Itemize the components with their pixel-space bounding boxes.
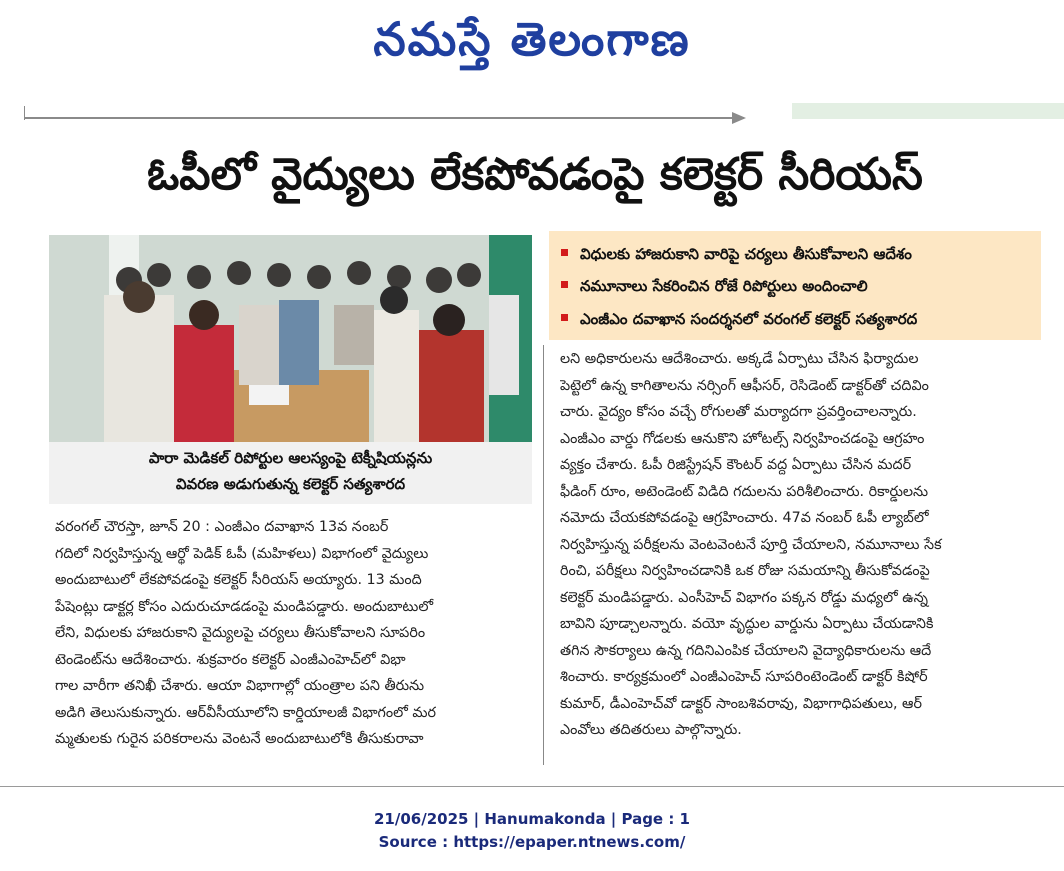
article-line: గాల వారీగా తనిఖీ చేశారు. ఆయా విభాగాల్లో యంత్రాల పని తీరును: [55, 678, 425, 694]
bullet-icon: [561, 314, 568, 321]
bullet-icon: [561, 249, 568, 256]
article-line: రించి, పరీక్షలు నిర్వహించడానికి ఒక రోజు సమయాన్ని తీసుకోవడంపై: [560, 563, 930, 579]
highlights-box: [549, 231, 1041, 340]
photo-caption-line: పారా మెడికల్ రిపోర్టుల ఆలస్యంపై టెక్నీషియన్లను: [148, 449, 433, 467]
photo-caption-line: వివరణ అడుగుతున్న కలెక్టర్ సత్యశారద: [175, 475, 406, 493]
article-body-left-column: [55, 514, 532, 753]
article-line: వ్యక్తం చేశారు. ఓపీ రిజిస్ట్రేషన్ కౌంటర్ వద్ద ఏర్పాటు చేసిన మదర్: [560, 457, 912, 473]
newspaper-masthead: నమస్తే తెలంగాణ: [373, 12, 691, 66]
news-photo: [49, 235, 532, 442]
article-line: కలెక్టర్ మండిపడ్డారు. ఎంసీహెచ్ విభాగం పక్కన రోడ్డు మధ్యలో ఉన్న: [560, 589, 928, 606]
article-line: టెండెంట్‌ను ఆదేశించారు. శుక్రవారం కలెక్టర్ ఎంజీఎంహెచ్‌లో విభా: [55, 651, 406, 668]
article-line: పెట్టెలో ఉన్న కాగితాలను నర్సింగ్ ఆఫీసర్, రెసిడెంట్ డాక్టర్‌తో చదివిం: [560, 377, 929, 394]
highlight-text: నమూనాలు సేకరించిన రోజే రిపోర్టులు అందించాలి: [580, 277, 868, 295]
article-line: లేని, విధులకు హాజరుకాని వైద్యులపై చర్యలు తీసుకోవాలని సూపరిం: [55, 625, 426, 641]
article-line: వరంగల్ చౌరస్తా, జూన్ 20 : ఎంజీఎం దవాఖాన 13వ నంబర్: [55, 519, 389, 535]
article-line: నిర్వహిస్తున్న పరీక్షలను వెంటవెంటనే పూర్తి చేయాలని, నమూనాలు సేక: [560, 536, 942, 553]
article-line: గదిలో నిర్వహిస్తున్న ఆర్థో పెడిక్ ఓపీ (మహిళలు) విభాగంలో వైద్యులు: [55, 545, 429, 562]
highlight-text: విధులకు హాజరుకాని వారిపై చర్యలు తీసుకోవాలని ఆదేశం: [580, 245, 912, 263]
bullet-icon: [561, 281, 568, 288]
article-line: ఎంజీఎం వార్డు గోడలకు ఆనుకొని హోటల్స్ నిర్వహించడంపై ఆగ్రహం: [560, 430, 925, 447]
article-line: మ్మతులకు గురైన పరికరాలను వెంటనే అందుబాటులోకి తీసుకురావా: [55, 731, 424, 747]
footer-divider: [0, 786, 1064, 787]
highlight-item: [561, 307, 917, 331]
article-line: కుమార్, డీఎంహెచ్‌వో డాక్టర్ సాంబశివరావు, విభాగాధిపతులు, ఆర్: [560, 695, 922, 712]
footer-source-link[interactable]: Source : https://epaper.ntnews.com/: [378, 833, 686, 851]
header-arrow-rule: [24, 104, 754, 134]
footer-date-edition: 21/06/2025 | Hanumakonda | Page : 1: [373, 810, 690, 828]
article-line: తగిన సౌకర్యాలు ఉన్న గదినిఎంపిక చేయాలని వైద్యాధికారులను ఆదే: [560, 642, 932, 659]
header-green-band: [792, 103, 1064, 119]
article-line: అడిగి తెలుసుకున్నారు. ఆర్‌వీసీయూలోని కార్డియాలజీ విభాగంలో మర: [55, 704, 436, 721]
article-line: ఎంవోలు తదితరులు పాల్గొన్నారు.: [560, 722, 742, 738]
photo-caption: [49, 442, 532, 504]
article-headline: ఓపీలో వైద్యులు లేకపోవడంపై కలెక్టర్ సీరియస్: [147, 149, 923, 200]
article-line: పేషెంట్లు డాక్టర్ల కోసం ఎదురుచూడడంపై మండిపడ్డారు. అందుబాటులో: [55, 598, 434, 615]
highlight-item: [561, 242, 912, 266]
column-divider: [543, 345, 544, 765]
highlight-text: ఎంజీఎం దవాఖాన సందర్శనలో వరంగల్ కలెక్టర్ సత్యశారద: [580, 310, 918, 328]
article-line: అందుబాటులో లేకపోవడంపై కలెక్టర్ సీరియస్ అయ్యారు. 13 మంది: [55, 572, 422, 588]
article-line: లని అధికారులను ఆదేశించారు. అక్కడే ఏర్పాటు చేసిన ఫిర్యాదుల: [560, 351, 919, 367]
article-line: చారు. వైద్యం కోసం వచ్చే రోగులతో మర్యాదగా ప్రవర్తించాలన్నారు.: [560, 404, 917, 420]
highlight-item: [561, 274, 868, 298]
article-line: శించారు. కార్యక్రమంలో ఎంజీఎంహెచ్ సూపరింటెండెంట్ డాక్టర్ కిషోర్: [560, 669, 928, 685]
article-body-right-column: [560, 346, 1041, 744]
article-line: బావిని పూడ్చాలన్నారు. వయో వృద్ధుల వార్డును ఏర్పాటు చేయడానికి: [560, 616, 934, 632]
article-line: ఫీడింగ్ రూం, అటెండెంట్ విడిది గదులను పరిశీలించారు. రికార్డులను: [560, 483, 929, 500]
article-line: నమోదు చేయకపోవడంపై ఆగ్రహించారు. 47వ నంబర్ ఓపీ ల్యాబ్‌లో: [560, 510, 929, 526]
